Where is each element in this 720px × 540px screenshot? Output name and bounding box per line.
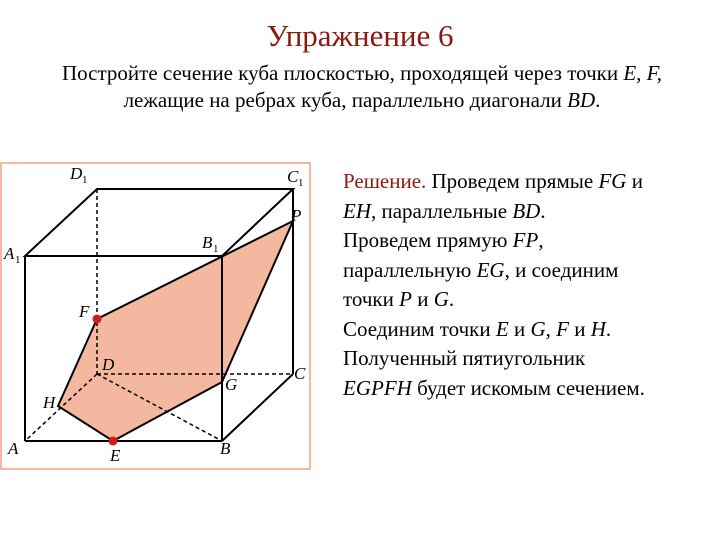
label-b: B xyxy=(220,439,231,458)
solution-line-7: Полученный пятиугольник xyxy=(343,346,586,370)
label-a1: A xyxy=(4,244,15,263)
label-b1: B xyxy=(202,233,213,252)
label-g: G xyxy=(225,375,238,394)
solution-line-1: Решение. Проведем прямые FG и xyxy=(343,169,643,193)
solution-line-8: EGPFH будет искомым сечением. xyxy=(343,375,645,400)
solution-text xyxy=(343,167,715,403)
label-c1-sub: 1 xyxy=(298,177,304,189)
label-e: E xyxy=(110,446,121,465)
label-p: P xyxy=(291,206,302,225)
cube-diagram xyxy=(0,162,311,470)
label-f: F xyxy=(79,302,90,321)
label-a1-sub: 1 xyxy=(15,254,21,266)
label-d1-sub: 1 xyxy=(82,174,88,186)
label-c1: C xyxy=(287,167,299,186)
label-d: D xyxy=(102,355,115,374)
label-a: A xyxy=(8,439,19,458)
task-line-2: лежащие на ребрах куба, параллельно диагонали BD. xyxy=(123,88,601,112)
solution-line-4: параллельную EG, и соединим xyxy=(343,257,619,282)
point-f xyxy=(93,315,102,324)
label-h: H xyxy=(43,393,56,412)
page-title: Упражнение 6 xyxy=(266,18,454,53)
point-e xyxy=(109,437,118,446)
solution-line-2: EH, параллельные BD. xyxy=(343,198,546,223)
cube-figure xyxy=(0,162,311,470)
label-b1-sub: 1 xyxy=(213,243,219,255)
solution-line-5: точки P и G. xyxy=(343,287,455,311)
task-line-1: Постройте сечение куба плоскостью, проходящей через точки E, F, xyxy=(61,61,663,85)
solution-line-6: Соединим точки E и G, F и H. xyxy=(343,316,612,341)
label-d1: D xyxy=(70,164,83,183)
label-c: C xyxy=(294,364,306,383)
solution-line-3: Проведем прямую FP, xyxy=(343,228,544,252)
task-statement xyxy=(6,60,718,114)
